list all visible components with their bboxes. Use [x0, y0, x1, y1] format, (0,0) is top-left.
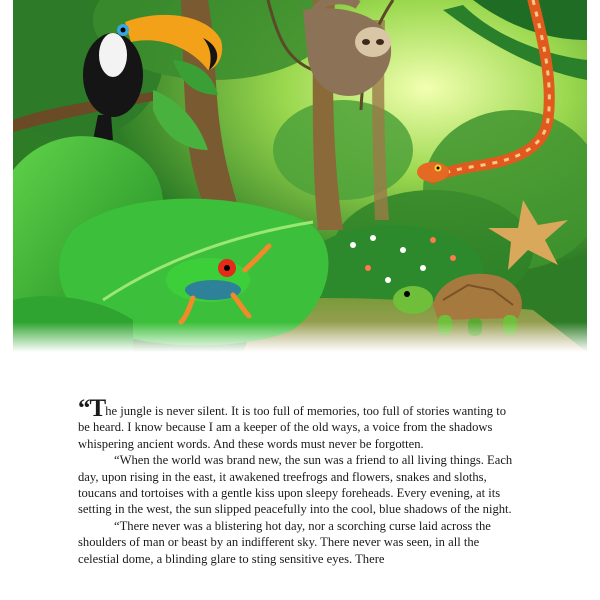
- jungle-illustration: [13, 0, 587, 352]
- opening-quote: “: [78, 395, 90, 422]
- drop-cap-letter: T: [89, 395, 106, 422]
- paragraph-3: “There never was a blistering hot day, nor a scorching curse laid across the shoulders of man or beast by an indifferent sky. There never was seen, in all the celestial dome, a blinding glare to sting sensitive eyes. There: [78, 518, 491, 566]
- illustration-fade: [13, 322, 587, 352]
- paragraph-1: [78, 395, 518, 452]
- paragraph-2: “When the world was brand new, the sun was a friend to all living things. Each day, upon rising in the east, it awakened treefrogs and flowers, snakes and sloths, toucans and tortoises with a gentle kiss upon sleepy foreheads. Every evening, at its setting in the west, the sun slipped peacefully into the cool, blue shadows of the night.: [78, 453, 513, 517]
- paragraph-1-text: he jungle is never silent. It is too full of memories, too full of stories wanting to be heard. I know because I am a keeper of the old ways, a voice from the shadows whispering ancient words. And these words must never be forgotten.: [78, 404, 507, 451]
- drop-cap: [78, 395, 105, 422]
- jungle-scene-svg: [13, 0, 587, 352]
- story-text: [78, 395, 518, 567]
